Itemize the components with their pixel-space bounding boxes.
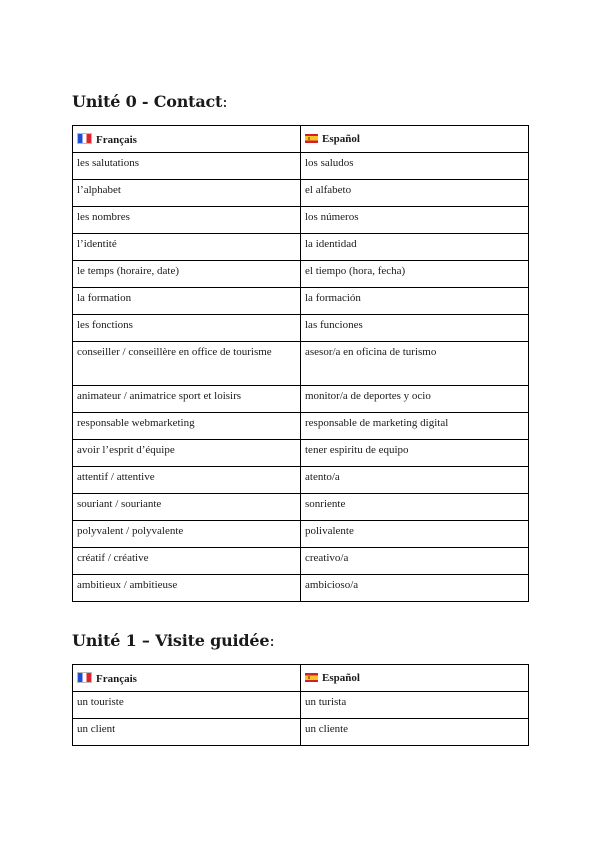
table-row	[73, 692, 529, 719]
table-header-row	[73, 665, 529, 692]
table-row	[73, 440, 529, 467]
header-espanol	[301, 665, 529, 692]
cell-francais: créatif / créative	[73, 548, 301, 575]
table-row	[73, 467, 529, 494]
flag-es-icon	[305, 673, 318, 682]
table-row	[73, 575, 529, 602]
header-francais	[73, 126, 301, 153]
cell-francais: conseiller / conseillère en office de tourisme	[73, 342, 301, 386]
section-title-colon: :	[269, 631, 275, 650]
section-title	[72, 92, 529, 111]
cell-francais: l’identité	[73, 234, 301, 261]
cell-espanol: polivalente	[301, 521, 529, 548]
cell-francais: l’alphabet	[73, 180, 301, 207]
flag-fr-icon	[77, 133, 92, 144]
table-row	[73, 521, 529, 548]
section-title-text: Unité 0 - Contact	[72, 92, 223, 111]
cell-espanol: un cliente	[301, 719, 529, 746]
table-row	[73, 413, 529, 440]
cell-francais: les salutations	[73, 153, 301, 180]
cell-espanol: tener espiritu de equipo	[301, 440, 529, 467]
cell-espanol: atento/a	[301, 467, 529, 494]
table-row	[73, 315, 529, 342]
cell-espanol: la formación	[301, 288, 529, 315]
section-title	[72, 631, 529, 650]
table-row	[73, 234, 529, 261]
cell-francais: polyvalent / polyvalente	[73, 521, 301, 548]
table-row	[73, 342, 529, 386]
section-title-colon: :	[222, 92, 228, 111]
vocab-table	[72, 664, 529, 746]
header-francais	[73, 665, 301, 692]
table-row	[73, 548, 529, 575]
cell-espanol: los números	[301, 207, 529, 234]
cell-espanol: un turista	[301, 692, 529, 719]
cell-espanol: las funciones	[301, 315, 529, 342]
cell-espanol: ambicioso/a	[301, 575, 529, 602]
cell-francais: attentif / attentive	[73, 467, 301, 494]
cell-espanol: sonriente	[301, 494, 529, 521]
vocab-table	[72, 125, 529, 602]
cell-francais: responsable webmarketing	[73, 413, 301, 440]
header-espanol	[301, 126, 529, 153]
table-row	[73, 207, 529, 234]
cell-espanol: monitor/a de deportes y ocio	[301, 386, 529, 413]
cell-francais: la formation	[73, 288, 301, 315]
cell-francais: avoir l’esprit d’équipe	[73, 440, 301, 467]
table-row	[73, 386, 529, 413]
table-row	[73, 153, 529, 180]
section-unite-1	[72, 631, 529, 735]
header-espanol-label: Español	[322, 672, 360, 684]
cell-francais: animateur / animatrice sport et loisirs	[73, 386, 301, 413]
table-row	[73, 180, 529, 207]
cell-francais: souriant / souriante	[73, 494, 301, 521]
table-row	[73, 494, 529, 521]
header-francais-label: Français	[96, 672, 137, 685]
cell-francais: les nombres	[73, 207, 301, 234]
cell-francais: ambitieux / ambitieuse	[73, 575, 301, 602]
table-row	[73, 719, 529, 746]
cell-francais: un client	[73, 719, 301, 746]
flag-fr-icon	[77, 672, 92, 683]
cell-espanol: el alfabeto	[301, 180, 529, 207]
section-unite-0	[72, 92, 529, 591]
header-francais-label: Français	[96, 133, 137, 146]
cell-espanol: el tiempo (hora, fecha)	[301, 261, 529, 288]
table-row	[73, 261, 529, 288]
cell-francais: les fonctions	[73, 315, 301, 342]
cell-espanol: asesor/a en oficina de turismo	[301, 342, 529, 386]
section-title-text: Unité 1 – Visite guidée	[72, 631, 270, 650]
cell-espanol: los saludos	[301, 153, 529, 180]
header-espanol-label: Español	[322, 133, 360, 145]
cell-francais: un touriste	[73, 692, 301, 719]
cell-francais: le temps (horaire, date)	[73, 261, 301, 288]
cell-espanol: creativo/a	[301, 548, 529, 575]
table-header-row	[73, 126, 529, 153]
cell-espanol: responsable de marketing digital	[301, 413, 529, 440]
flag-es-icon	[305, 134, 318, 143]
cell-espanol: la identidad	[301, 234, 529, 261]
table-row	[73, 288, 529, 315]
